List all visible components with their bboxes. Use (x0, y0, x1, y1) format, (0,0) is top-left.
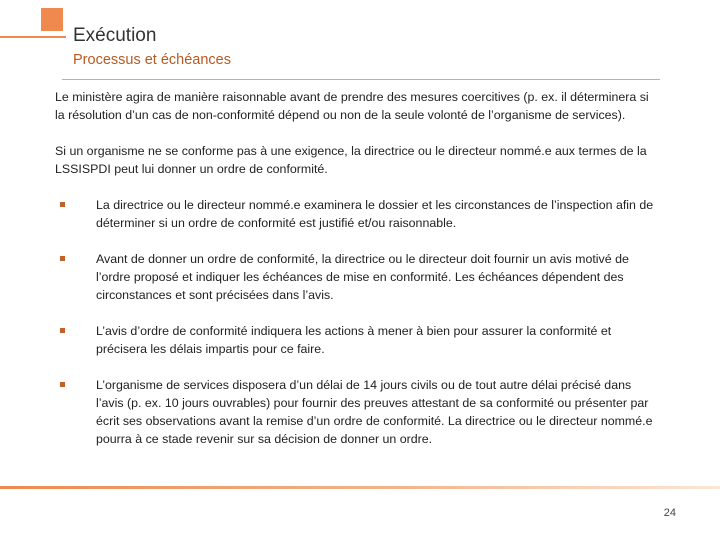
bullet-item (55, 322, 660, 358)
bullet-text: L’avis d’ordre de conformité indiquera les actions à mener à bien pour assurer la conformité et précisera les délais impartis pour ce faire. (96, 324, 612, 356)
bullet-item (55, 376, 660, 448)
square-bullet-icon (60, 256, 65, 261)
footer-divider (0, 486, 720, 489)
bullet-text: La directrice ou le directeur nommé.e examinera le dossier et les circonstances de l’inspection afin de déterminer si un ordre de conformité est justifié et/ou raisonnable. (96, 198, 654, 230)
bullet-list (55, 196, 660, 448)
square-bullet-icon (60, 328, 65, 333)
square-bullet-icon (60, 202, 65, 207)
page-number: 24 (663, 507, 676, 519)
header-accent-rule (0, 36, 66, 38)
header-divider (62, 79, 660, 80)
body-paragraph: Si un organisme ne se conforme pas à une exigence, la directrice ou le directeur nommé.e aux termes de la LSSISPDI peut lui donner un ordre de conformité. (55, 144, 647, 176)
header-accent-square (41, 8, 63, 31)
slide-subtitle: Processus et échéances (73, 52, 231, 68)
bullet-item (55, 196, 660, 232)
bullet-text: L’organisme de services disposera d’un délai de 14 jours civils ou de tout autre délai précisé dans l’avis (p. ex. 10 jours ouvrables) pour fournir des preuves attestant de sa conformité ou présenter par écrit ses observations avant la remise d’un ordre de conformité. La directrice ou le directeur nommé.e pourra à ce stade revenir sur sa décision de donner un ordre. (96, 378, 653, 446)
bullet-item (55, 250, 660, 304)
square-bullet-icon (60, 382, 65, 387)
body-paragraph: Le ministère agira de manière raisonnable avant de prendre des mesures coercitives (p. ex. il déterminera si la résolution d’un cas de non-conformité dépend ou non de la seule volonté de l’organisme de services). (55, 90, 649, 122)
bullet-text: Avant de donner un ordre de conformité, la directrice ou le directeur doit fournir un avis motivé de l’ordre proposé et indiquer les échéances de mise en conformité. Les échéances dépendent des circonstances et sont précisées dans l’avis. (96, 252, 629, 302)
slide-body (55, 88, 660, 448)
slide-title: Exécution (73, 25, 157, 46)
